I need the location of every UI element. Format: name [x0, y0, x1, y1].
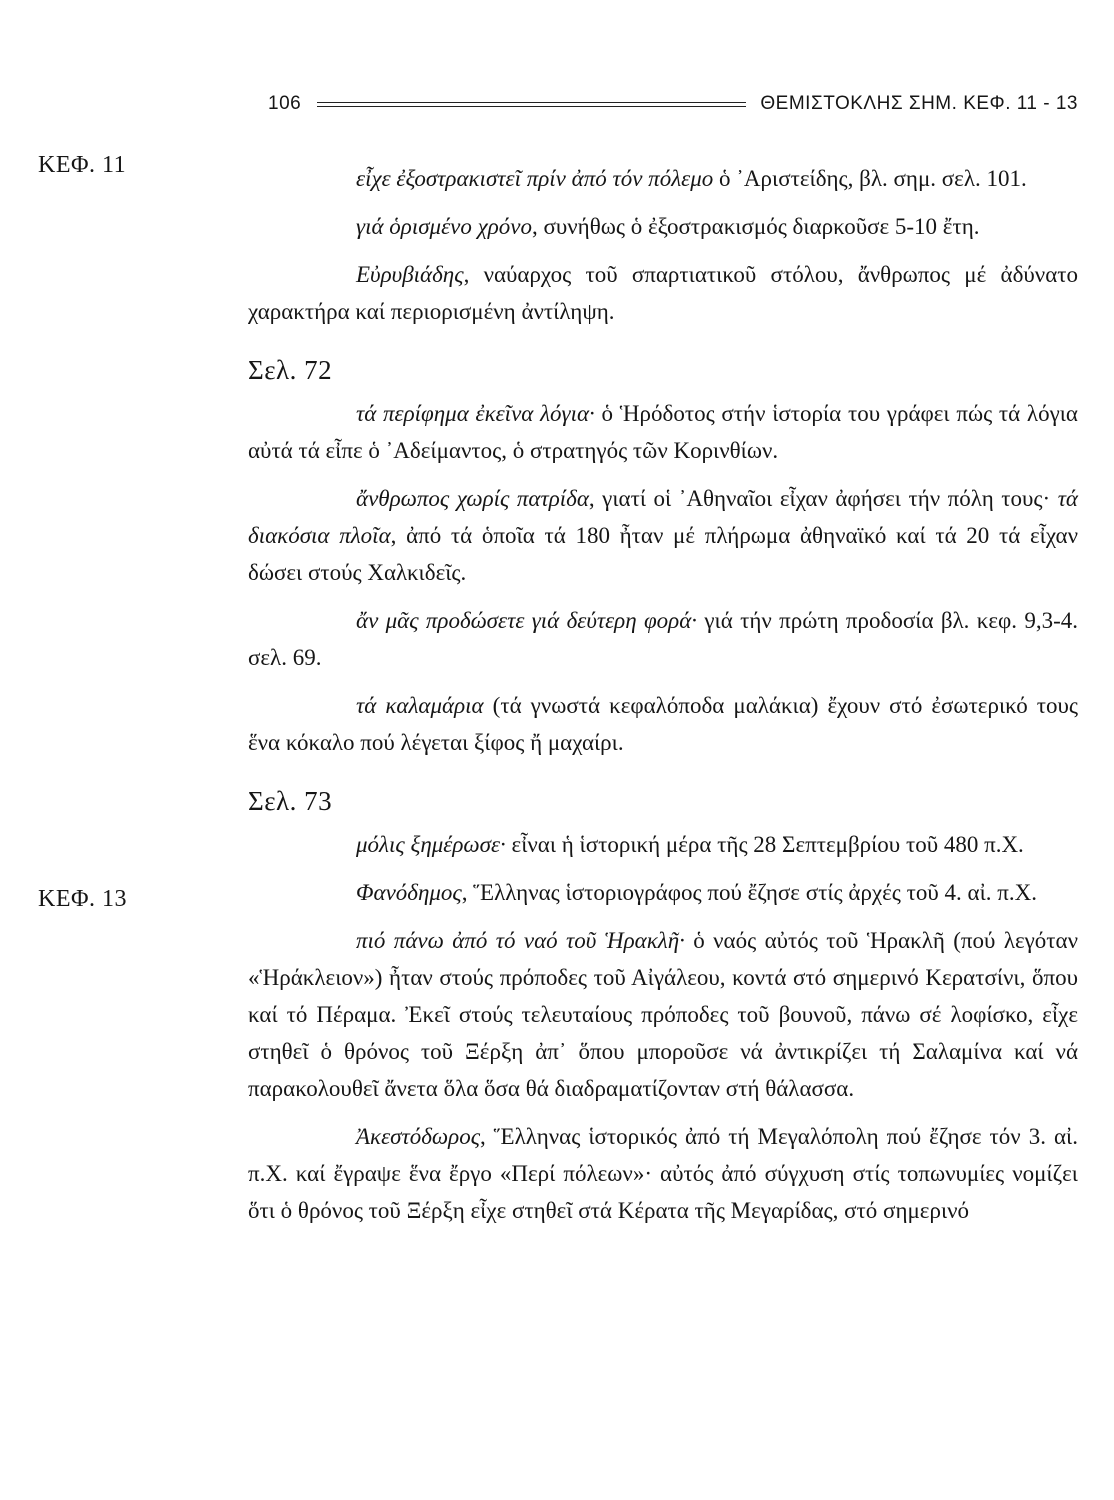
note-paragraph — [248, 922, 1078, 1107]
note-term: τά περίφημα ἐκεῖνα λόγια· — [356, 401, 595, 426]
section-heading-sel-73: Σελ. 73 — [248, 786, 333, 816]
note-term-secondary: τά διακόσια πλοῖα — [248, 486, 1079, 548]
note-term: πιό πάνω ἀπό τό ναό τοῦ Ἡρακλῆ· — [356, 928, 685, 953]
note-text-secondary: , ἀπό τά ὁποῖα τά 180 ἦταν μέ πλήρωμα ἀθηναϊκό καί τά 20 τά εἶχαν δώσει στούς Χαλκιδεῖς. — [248, 523, 1078, 585]
note-term: μόλις ξημέρωσε· — [356, 832, 506, 857]
notes-body — [248, 160, 1078, 1229]
note-text: , Ἕλληνας ἱστορικός ἀπό τή Μεγαλόπολη πού ἔζησε τόν 3. αἰ. π.Χ. καί ἔγραψε ἕνα ἔργο «Περί πόλεων»· αὐτός ἀπό σύγχυση στίς τοπωνυμίες νομίζει ὅτι ὁ θρόνος τοῦ Ξέρξη εἶχε στηθεῖ στά Κέρατα τῆς Μεγαρίδας, στό σημερινό — [248, 1124, 1078, 1223]
running-title: ΘΕΜΙΣΤΟΚΛΗΣ ΣΗΜ. ΚΕΦ. 11 - 13 — [760, 93, 1078, 114]
note-paragraph — [248, 602, 1078, 676]
running-header — [268, 88, 1078, 120]
section-heading-sel-72: Σελ. 72 — [248, 355, 333, 385]
note-text: γιά τήν πρώτη προδοσία βλ. κεφ. 9,3-4. σελ. 69. — [248, 608, 1079, 670]
note-term: γιά ὁρισμένο χρόνο — [356, 214, 532, 239]
note-text: εἶναι ἡ ἱστορική μέρα τῆς 28 Σεπτεμβρίου τοῦ 480 π.Χ. — [505, 832, 1024, 857]
note-text: ὁ ᾿Αριστείδης, βλ. σημ. σελ. 101. — [713, 166, 1027, 191]
note-text: (τά γνωστά κεφαλόποδα μαλάκια) ἔχουν στό ἐσωτερικό τους ἕνα κόκαλο πού λέγεται ξίφος ἤ μαχαίρι. — [248, 693, 1079, 755]
note-text: , συνήθως ὁ ἐξοστρακισμός διαρκοῦσε 5-10 ἔτη. — [531, 214, 980, 239]
note-term: ἄνθρωπος χωρίς πατρίδα — [356, 486, 589, 511]
note-term: Εὐρυβιάδης — [356, 262, 464, 287]
note-paragraph — [248, 208, 1078, 245]
note-paragraph — [248, 1118, 1078, 1229]
note-term: ἄν μᾶς προδώσετε γιά δεύτερη φορά· — [356, 608, 698, 633]
margin-label-chapter-13: ΚΕΦ. 13 — [38, 886, 128, 912]
page-number: 106 — [268, 93, 302, 114]
header-double-rule — [317, 102, 746, 107]
note-text: , Ἕλληνας ἱστοριογράφος πού ἔζησε στίς ἀρχές τοῦ 4. αἰ. π.Χ. — [461, 880, 1037, 905]
note-paragraph — [248, 160, 1078, 197]
note-text: , γιατί οἱ ᾿Αθηναῖοι εἶχαν ἀφήσει τήν πόλη τους· — [588, 486, 1051, 511]
note-term: Φανόδημος — [356, 880, 462, 905]
note-text: , ναύαρχος τοῦ σπαρτιατικοῦ στόλου, ἄνθρωπος μέ ἀδύνατο χαρακτήρα καί περιορισμένη ἀντίληψη. — [248, 262, 1078, 324]
note-paragraph — [248, 826, 1078, 863]
note-paragraph — [248, 687, 1078, 761]
note-paragraph — [248, 480, 1078, 591]
note-paragraph — [248, 395, 1078, 469]
note-text: ὁ Ἡρόδοτος στήν ἱστορία του γράφει πώς τά λόγια αὐτά τά εἶπε ὁ ᾿Αδείμαντος, ὁ στρατηγός τῶν Κορινθίων. — [248, 401, 1078, 463]
note-term: εἶχε ἐξοστρακιστεῖ πρίν ἀπό τόν πόλεμο — [356, 166, 714, 191]
note-term: Ἀκεστόδωρος — [356, 1124, 481, 1149]
note-text: ὁ ναός αὐτός τοῦ Ἡρακλῆ (πού λεγόταν «Ἡράκλειον») ἦταν στούς πρόποδες τοῦ Αἰγάλεου, κοντά στό σημερινό Κερατσίνι, ὅπου καί τό Πέραμα. Ἐκεῖ στούς τελευταίους πρόποδες τοῦ βουνοῦ, πάνω σέ λοφίσκο, εἶχε στηθεῖ ὁ θρόνος τοῦ Ξέρξη ἀπ᾿ ὅπου μποροῦσε νά ἀντικρίζει τή Σαλαμίνα καί νά παρακολουθεῖ ἄνετα ὅλα ὅσα θά διαδραματίζονταν στή θάλασσα. — [248, 928, 1078, 1101]
note-paragraph — [248, 874, 1078, 911]
note-paragraph — [248, 256, 1078, 330]
margin-label-chapter-11: ΚΕΦ. 11 — [38, 152, 127, 178]
note-term: τά καλαμάρια — [356, 693, 484, 718]
